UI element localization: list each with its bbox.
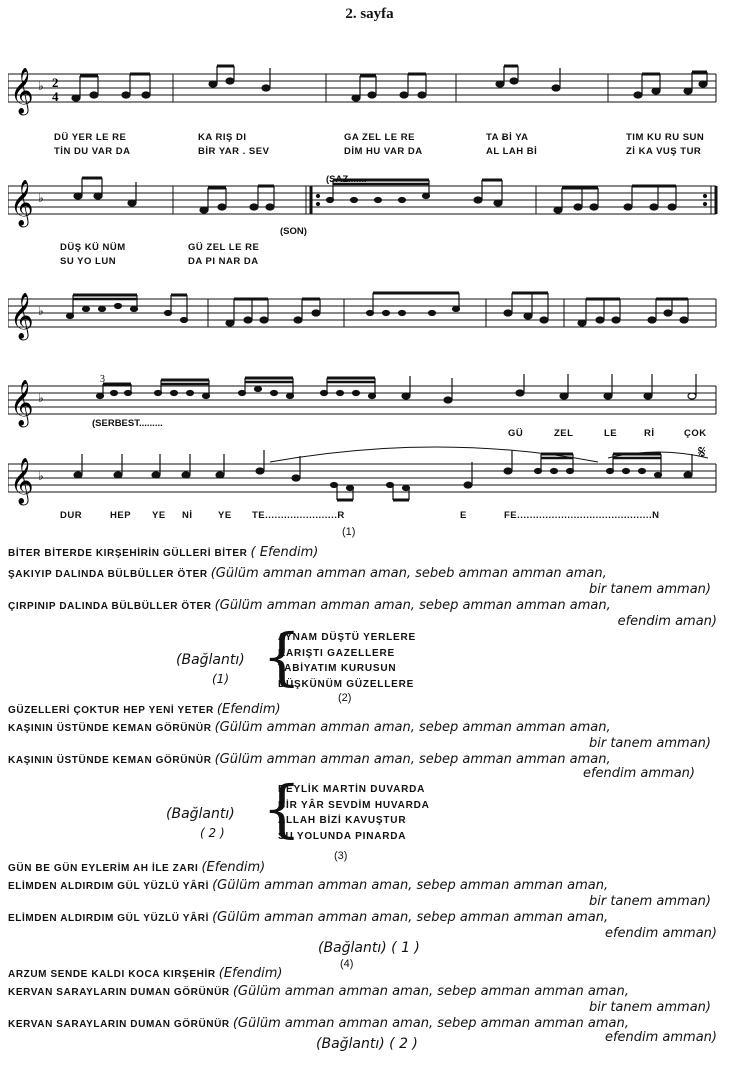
flat-icon: ♭ — [38, 469, 44, 483]
verse-3-line-3: ELİMDEN ALDIRDIM GÜL YÜZLÜ YÂRİ (Gülüm amman amman aman, sebep amman amman aman, — [8, 910, 609, 925]
verse-2-line-3: KAŞININ ÜSTÜNDE KEMAN GÖRÜNÜR (Gülüm amman amman aman, sebep amman amman aman, — [8, 752, 611, 767]
lyric-6-8: FE...........................................N — [504, 510, 660, 521]
notes-system-3 — [67, 293, 689, 326]
verse-4-line-3-cont: efendim amman) — [604, 1030, 717, 1045]
verse-2-line-2-cont: bir tanem amman) — [588, 736, 711, 751]
lyric-2-2: BİR YAR . SEV — [198, 146, 270, 157]
notes-system-1 — [72, 66, 707, 101]
verse-3-line-1: GÜN BE GÜN EYLERİM AH İLE ZARI (Efendim) — [8, 860, 266, 875]
page-title: 2. sayfa — [345, 6, 394, 22]
time-sig-top: 2 — [52, 75, 59, 90]
verse-4-number: (4) — [340, 958, 354, 970]
lyric-3-1: DÜŞ KÜ NÜM — [60, 242, 126, 253]
staff-system-2 — [8, 172, 723, 272]
flat-icon: ♭ — [38, 191, 44, 205]
footnote-marker: (1) — [342, 526, 356, 538]
lyric-2-3: DİM HU VAR DA — [344, 146, 423, 157]
staff-system-3 — [8, 285, 723, 355]
baglanti-2-num: ( 2 ) — [200, 826, 225, 840]
lyric-6-3: YE — [152, 510, 166, 521]
lyric-1-1: DÜ YER LE RE — [54, 132, 127, 143]
verse-1-line-2-cont: bir tanem amman) — [588, 582, 711, 597]
brace-2-icon: { — [262, 772, 302, 845]
flat-icon: ♭ — [38, 79, 44, 93]
son-marking: (SON) — [280, 226, 307, 237]
verse-1-line-2: ŞAKIYIP DALINDA BÜLBÜLLER ÖTER (Gülüm amman amman aman, sebeb amman amman aman, — [8, 566, 607, 581]
baglanti-2-lines: BEYLİK MARTİN DUVARDA BİR YÂR SEVDİM HUVARDA ALLAH BİZİ KAVUŞTUR SU YOLUNDA PINARDA — [278, 784, 430, 842]
verse-1-line-3-cont: efendim aman) — [617, 614, 717, 629]
verse-4-line-1: ARZUM SENDE KALDI KOCA KIRŞEHİR (Efendim) — [8, 966, 283, 981]
lyric-4-1: SU YO LUN — [60, 256, 117, 267]
treble-clef-icon: 𝄞 — [10, 380, 34, 426]
flat-icon: ♭ — [38, 391, 44, 405]
treble-clef-icon: 𝄞 — [10, 293, 34, 339]
lyric-5-2: ZEL — [554, 428, 574, 439]
lyric-5-4: Rİ — [644, 428, 655, 439]
lyric-6-1: DUR — [60, 510, 83, 521]
verse-3-line-2: ELİMDEN ALDIRDIM GÜL YÜZLÜ YÂRİ (Gülüm amman amman aman, sebep amman amman aman, — [8, 878, 609, 893]
lyric-2-4: AL LAH Bİ — [486, 146, 538, 157]
lyric-1-5: TIM KU RU SUN — [626, 132, 705, 143]
verse-4-line-2-cont: bir tanem amman) — [588, 1000, 711, 1015]
lyric-6-2: HEP — [110, 510, 132, 521]
lyric-5-5: ÇOK — [684, 428, 707, 439]
baglanti-2-label: (Bağlantı) — [166, 806, 235, 822]
lyric-6-4: Nİ — [182, 510, 193, 521]
baglanti-1-label: (Bağlantı) — [176, 652, 245, 668]
verse-1-line-1: BİTER BİTERDE KIRŞEHİRİN GÜLLERİ BİTER ( Efendim) — [8, 545, 319, 560]
baglanti-1-lines: AYNAM DÜŞTÜ YERLERE KARIŞTI GAZELLERE TABİYATIM KURUSUN DÜŞKÜNÜM GÜZELLERE — [278, 632, 416, 690]
notes-system-2 — [74, 178, 707, 213]
verse-4-line-2: KERVAN SARAYLARIN DUMAN GÖRÜNÜR (Gülüm amman amman aman, sebep amman amman aman, — [8, 984, 629, 999]
staff-5 — [8, 440, 723, 506]
lyric-1-3: GA ZEL LE RE — [344, 132, 415, 143]
time-sig-bottom: 4 — [52, 89, 59, 104]
lyric-5-3: LE — [604, 428, 618, 439]
lyric-2-5: Zİ KA VUŞ TUR — [626, 146, 702, 157]
baglanti-ref-1: (Bağlantı) ( 1 ) — [318, 940, 420, 956]
verse-3-line-3-cont: efendim amman) — [604, 926, 717, 941]
lyric-6-7: E — [460, 510, 467, 521]
baglanti-ref-2: (Bağlantı) ( 2 ) — [316, 1036, 418, 1052]
flat-icon: ♭ — [38, 304, 44, 318]
serbest-marking: (SERBEST......... — [92, 418, 163, 429]
lyric-6-6: TE.......................R — [252, 510, 345, 521]
triplet-mark: 3 — [100, 374, 105, 385]
staff-system-4 — [8, 368, 723, 448]
staff-system-5 — [8, 440, 723, 540]
treble-clef-icon: 𝄞 — [10, 68, 34, 114]
lyric-6-5: YE — [218, 510, 232, 521]
verse-2-line-2: KAŞININ ÜSTÜNDE KEMAN GÖRÜNÜR (Gülüm amman amman aman, sebep amman amman aman, — [8, 720, 611, 735]
verse-4-line-3: KERVAN SARAYLARIN DUMAN GÖRÜNÜR (Gülüm amman amman aman, sebep amman amman aman, — [8, 1016, 629, 1031]
brace-1-icon: { — [262, 620, 302, 693]
lyric-2-1: TİN DU VAR DA — [54, 146, 131, 157]
notes-system-4 — [97, 374, 697, 403]
verse-2-line-3-cont: efendim amman) — [582, 766, 695, 781]
staff-system-1 — [8, 60, 723, 170]
lyric-1-2: KA RIŞ DI — [198, 132, 247, 143]
lyric-1-4: TA Ƀİ YA — [486, 132, 529, 143]
verse-3-line-2-cont: bir tanem amman) — [588, 894, 711, 909]
segno-icon: 𝄋 — [698, 442, 706, 463]
staff-3 — [8, 285, 723, 350]
lyric-3-2: GÜ ZEL LE RE — [188, 242, 260, 253]
saz-marking: (SAZ....... — [326, 174, 367, 185]
verse-1-line-3: ÇIRPINIP DALINDA BÜLBÜLLER ÖTER (Gülüm amman amman aman, sebep amman amman aman, — [8, 598, 611, 613]
treble-clef-icon: 𝄞 — [10, 458, 34, 504]
treble-clef-icon: 𝄞 — [10, 180, 34, 226]
verse-2-number: (2) — [338, 692, 352, 704]
staff-1 — [8, 60, 723, 120]
verse-3-number: (3) — [334, 850, 348, 862]
baglanti-1-num: (1) — [212, 672, 229, 686]
lyric-4-2: DA PI NAR DA — [188, 256, 259, 267]
verse-2-line-1: GÜZELLERİ ÇOKTUR HEP YENİ YETER (Efendim) — [8, 702, 281, 717]
lyric-5-1: GÜ — [508, 428, 524, 439]
